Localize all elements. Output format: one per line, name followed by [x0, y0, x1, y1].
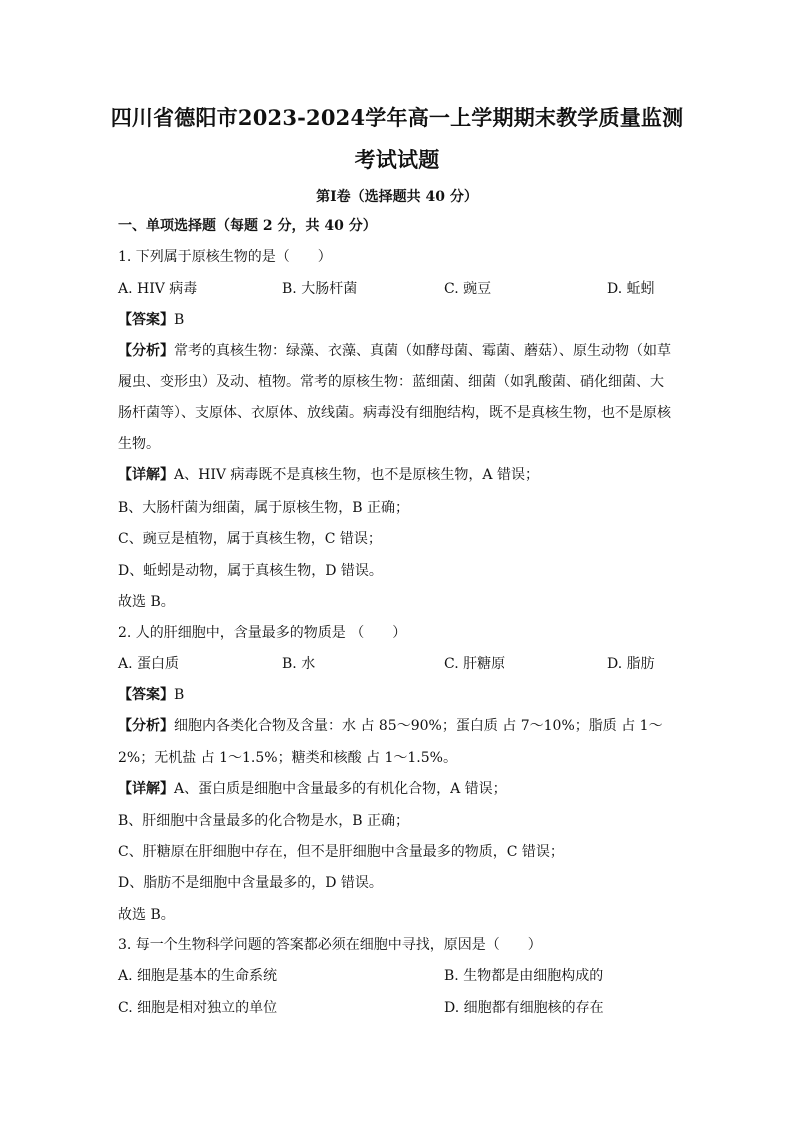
question-2-option-c: C. 肝糖原	[444, 656, 506, 672]
question-3-stem: 3. 每一个生物科学问题的答案都必须在细胞中寻找，原因是（ ）	[118, 937, 542, 953]
question-3-option-d: D. 细胞都有细胞核的存在	[444, 1000, 604, 1016]
analysis-text: 细胞内各类化合物及含量：水 占 85～90%；蛋白质 占 7～10%；脂质 占 1～	[174, 718, 663, 734]
section-heading: 第Ⅰ卷（选择题共 40 分）	[316, 189, 478, 205]
question-2-option-d: D. 脂肪	[607, 656, 655, 672]
question-1-analysis-line: 履虫、变形虫）及动、植物。常考的原核生物：蓝细菌、细菌（如乳酸菌、硝化细菌、大	[118, 374, 664, 390]
question-2-option-a: A. 蛋白质	[118, 656, 180, 672]
detail-text: A、蛋白质是细胞中含量最多的有机化合物，A 错误；	[174, 781, 507, 797]
question-1-option-b: B. 大肠杆菌	[282, 281, 358, 297]
question-1-stem: 1. 下列属于原核生物的是（ ）	[118, 249, 332, 265]
question-1-analysis-line: 生物。	[118, 436, 160, 452]
question-1-analysis-line	[118, 341, 688, 361]
question-1-detail-line	[118, 465, 688, 485]
question-2-option-b: B. 水	[282, 656, 316, 672]
analysis-text: 常考的真核生物：绿藻、衣藻、真菌（如酵母菌、霉菌、蘑菇）、原生动物（如草	[174, 343, 671, 359]
question-2-analysis-line	[118, 716, 688, 736]
question-1-option-c: C. 豌豆	[444, 281, 492, 297]
question-2-answer	[118, 685, 688, 705]
detail-tag: 【详解】	[118, 467, 174, 483]
document-title-line-1: 四川省德阳市2023-2024学年高一上学期期末教学质量监测	[110, 105, 684, 130]
question-3-option-a: A. 细胞是基本的生命系统	[118, 968, 278, 984]
answer-tag: 【答案】	[118, 312, 174, 328]
detail-tag: 【详解】	[118, 781, 174, 797]
question-3-option-c: C. 细胞是相对独立的单位	[118, 1000, 278, 1016]
question-1-option-a: A. HIV 病毒	[118, 281, 198, 297]
question-1-detail-line: C、豌豆是植物，属于真核生物，C 错误；	[118, 531, 382, 547]
answer-value: B	[174, 687, 185, 703]
question-2-detail-line: C、肝糖原在肝细胞中存在，但不是肝细胞中含量最多的物质，C 错误；	[118, 844, 564, 860]
question-2-conclusion: 故选 B。	[118, 907, 175, 923]
question-1-detail-line: B、大肠杆菌为细菌，属于原核生物，B 正确；	[118, 500, 410, 516]
question-2-stem: 2. 人的肝细胞中，含量最多的物质是 （ ）	[118, 625, 407, 641]
answer-value: B	[174, 312, 185, 328]
question-3-option-b: B. 生物都是由细胞构成的	[444, 968, 604, 984]
question-1-option-d: D. 蚯蚓	[607, 281, 655, 297]
question-2-detail-line: B、肝细胞中含量最多的化合物是水，B 正确；	[118, 813, 410, 829]
question-2-detail-line: D、脂肪不是细胞中含量最多的，D 错误。	[118, 875, 383, 891]
question-2-detail-line	[118, 779, 688, 799]
question-1-detail-line: D、蚯蚓是动物，属于真核生物，D 错误。	[118, 563, 383, 579]
detail-text: A、HIV 病毒既不是真核生物，也不是原核生物，A 错误；	[174, 467, 539, 483]
question-1-conclusion: 故选 B。	[118, 594, 175, 610]
analysis-tag: 【分析】	[118, 718, 174, 734]
question-2-analysis-line: 2%；无机盐 占 1～1.5%；糖类和核酸 占 1～1.5%。	[118, 750, 457, 766]
question-1-answer	[118, 310, 688, 330]
answer-tag: 【答案】	[118, 687, 174, 703]
analysis-tag: 【分析】	[118, 343, 174, 359]
document-title-line-2: 考试试题	[354, 147, 440, 172]
question-1-analysis-line: 肠杆菌等）、支原体、衣原体、放线菌。病毒没有细胞结构，既不是真核生物，也不是原核	[118, 405, 671, 421]
part-heading: 一、单项选择题（每题 2 分，共 40 分）	[118, 218, 377, 234]
